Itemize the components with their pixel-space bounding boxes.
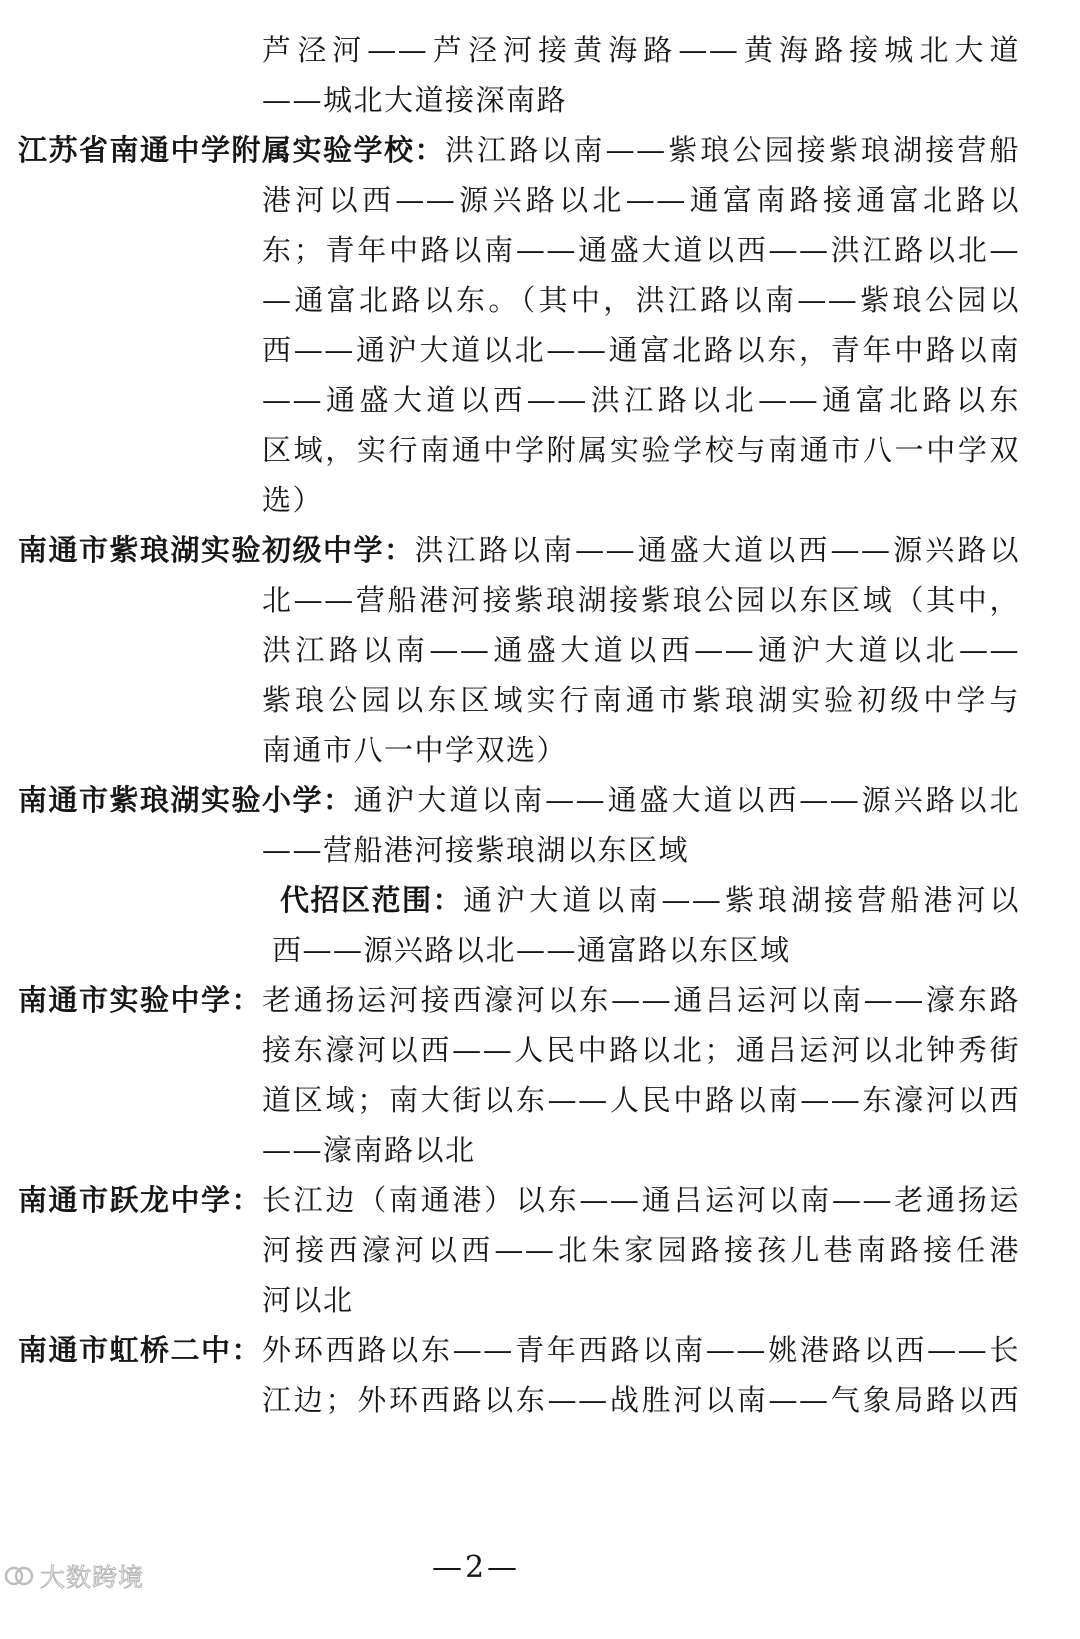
entry-first-line [18, 1325, 1020, 1375]
zone-text-line: 北——营船港河接紫琅湖接紫琅公园以东区域（其中， [262, 583, 1020, 617]
entry-yuelong-middle-school [0, 1175, 1080, 1325]
zone-text-line: 江边；外环西路以东——战胜河以南——气象局路以西 [262, 1383, 1020, 1417]
zone-text-line: 西——通沪大道以北——通富北路以东，青年中路以南 [262, 333, 1020, 367]
page-number: —2— [431, 1550, 521, 1585]
school-name-label: 江苏省南通中学附属实验学校： [18, 133, 446, 167]
proxy-enrollment-zone [0, 875, 1080, 975]
zone-text-line: 区域，实行南通中学附属实验学校与南通市八一中学双 [262, 433, 1020, 467]
zone-text-line: 洪江路以南——通盛大道以西——通沪大道以北—— [262, 633, 1020, 667]
zone-text-line: ——营船港河接紫琅湖以东区域 [262, 833, 690, 867]
zone-text-line: 芦泾河——芦泾河接黄海路——黄海路接城北大道 [262, 33, 1020, 67]
zone-text-line: 通沪大道以南——紫琅湖接营船港河以 [463, 883, 1020, 917]
continued-zone-text [0, 25, 1080, 125]
school-name-label: 南通市跃龙中学： [18, 1183, 263, 1217]
watermark-logo-icon [2, 1561, 36, 1595]
zone-text-line: ——濠南路以北 [262, 1133, 476, 1167]
entry-first-line [18, 525, 1020, 575]
entry-first-line [18, 775, 1020, 825]
zone-text-line: 西——源兴路以北——通富路以东区域 [272, 933, 791, 967]
entry-first-line [18, 1175, 1020, 1225]
zone-text-line: 通沪大道以南——通盛大道以西——源兴路以北 [353, 783, 1020, 817]
watermark [2, 1560, 144, 1596]
zone-text-line: 洪江路以南——通盛大道以西——源兴路以 [414, 533, 1020, 567]
entry-nantong-experimental-middle-school [0, 975, 1080, 1175]
zone-text-line: 南通市八一中学双选） [262, 733, 568, 767]
zone-text-line: ——城北大道接深南路 [262, 83, 568, 117]
zone-text-line: 选） [262, 483, 324, 517]
entry-nantong-high-affiliated-experimental-school [0, 125, 1080, 525]
school-name-label: 南通市紫琅湖实验小学： [18, 783, 354, 817]
zone-text-line: 河接西濠河以西——北朱家园路接孩儿巷南路接任港 [262, 1233, 1020, 1267]
proxy-zone-label: 代招区范围： [280, 883, 464, 917]
proxy-zone-first-line [280, 875, 1020, 925]
zone-text-line: 河以北 [262, 1283, 354, 1317]
document-body [0, 25, 1080, 1425]
school-name-label: 南通市虹桥二中： [18, 1333, 263, 1367]
zone-text-line: 洪江路以南——紫琅公园接紫琅湖接营船 [445, 133, 1020, 167]
entry-hongqiao-no2-middle-school [0, 1325, 1080, 1425]
zone-text-line: 港河以西——源兴路以北——通富南路接通富北路以 [262, 183, 1020, 217]
zone-text-line: 东；青年中路以南——通盛大道以西——洪江路以北— [262, 233, 1020, 267]
entry-first-line [18, 975, 1020, 1025]
zone-text-line: 接东濠河以西——人民中路以北；通吕运河以北钟秀街 [262, 1033, 1020, 1067]
zone-text-line: 道区域；南大街以东——人民中路以南——东濠河以西 [262, 1083, 1020, 1117]
zone-text-line: —通富北路以东。（其中，洪江路以南——紫琅公园以 [262, 283, 1020, 317]
entry-zilanghu-experimental-junior-middle-school [0, 525, 1080, 775]
entry-first-line [18, 125, 1020, 175]
school-name-label: 南通市紫琅湖实验初级中学： [18, 533, 415, 567]
watermark-text: 大数跨境 [40, 1563, 145, 1592]
zone-text-line: 老通扬运河接西濠河以东——通吕运河以南——濠东路 [262, 983, 1020, 1017]
zone-text-line: 外环西路以东——青年西路以南——姚港路以西——长 [262, 1333, 1020, 1367]
entry-zilanghu-experimental-primary-school [0, 775, 1080, 975]
zone-text-line: ——通盛大道以西——洪江路以北——通富北路以东 [262, 383, 1020, 417]
school-name-label: 南通市实验中学： [18, 983, 263, 1017]
zone-text-line: 紫琅公园以东区域实行南通市紫琅湖实验初级中学与 [262, 683, 1020, 717]
zone-text-line: 长江边（南通港）以东——通吕运河以南——老通扬运 [262, 1183, 1020, 1217]
